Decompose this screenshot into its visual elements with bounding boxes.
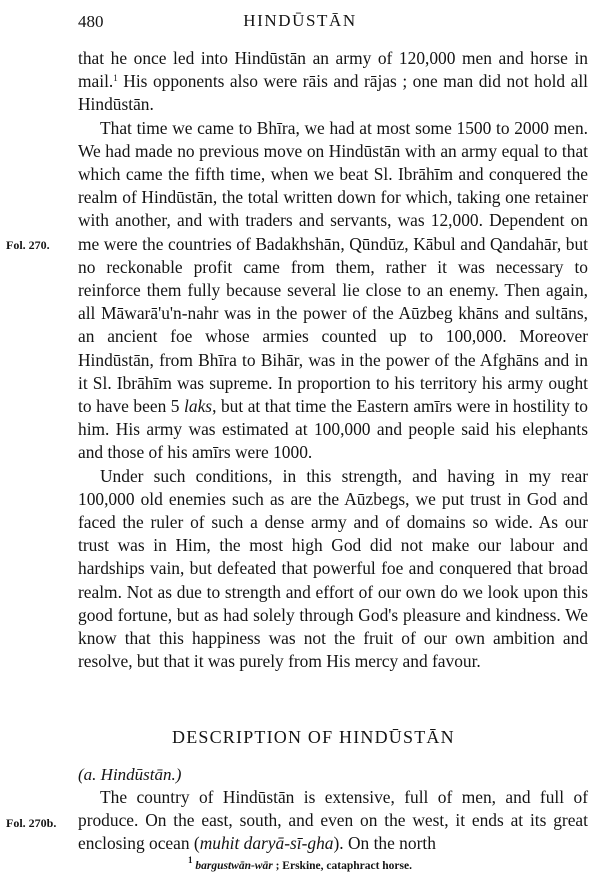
paragraph-continuation: that he once led into Hindūstān an army of 120,000 men and horse in mail.$^1$ His opponents also were rāis and rājas ; one man did not hold all Hindūstān. (78, 48, 588, 115)
footnote-marker: 1 (113, 73, 118, 84)
margin-note-fol-270b: Fol. 270b. (6, 816, 57, 830)
margin-note-fol-270: Fol. 270. (6, 238, 50, 252)
footnote: $^1$ bargustwān-wār ; Erskine, cataphract horse. (188, 855, 412, 872)
paragraph: Under such conditions, in this strength, and having in my rear 100,000 old enemies such as are the Aūzbegs, we put trust in God and faced the ruler of such a dense army and of domains so wide. As our trust was in Him, the most high God did not make our labour and hardships vain, but defeated that powerful foe and conquered that broad realm. Not as due to strength and effort of our own do we look upon this good fortune, but as had solely through God's pleasure and kindness. We know that this happiness was not the fruit of our own ambition and resolve, but that it was purely from His mercy and favour. (78, 465, 588, 672)
italic-term: muhit daryā-sī-gha (199, 833, 334, 854)
paragraph: That time we came to Bhīra, we had at most some 1500 to 2000 men. We had made no previous move on Hindūstān with an army equal to that which came the fifth time, when we beat Sl. Ibrāhīm and conquered the realm of Hindūstān, the total written down for which, taking one retainer with another, and with traders and servants, was 12,000. Dependent on me were the countries of Badakhshān, Qūndūz, Kābul and Qandahār, but no reckonable profit came from them, rather it was necessary to reinforce them fully because several lie close to an enemy. Then again, all Māwarā'u'n-nahr was in the power of the Aūzbeg khāns and sultāns, an ancient foe whose armies counted up to 100,000. Moreover Hindūstān, from Bhīra to Bihār, was in the power of the Afghāns and in it Sl. Ibrāhīm was supreme. In proportion to his territory his army ought to have been 5 laks, but at that time the Eastern amīrs were in hostility to him. His army was estimated at 100,000 and people said his elephants and those of his amīrs were 1000. (78, 117, 588, 463)
footnote-term: bargustwān-wār (195, 860, 273, 872)
body-text-lower (78, 786, 588, 856)
page-number: 480 (78, 12, 104, 31)
running-head: HINDŪSTĀN (243, 11, 357, 30)
section-heading: DESCRIPTION OF HINDŪSTĀN (172, 727, 455, 747)
body-text-upper (78, 47, 588, 673)
subsection-heading: (a. Hindūstān.) (78, 765, 182, 784)
paragraph: The country of Hindūstān is extensive, full of men, and full of produce. On the east, south, and even on the west, it ends at its great enclosing ocean (muhit daryā-sī-gha). On the north (78, 787, 588, 854)
italic-term: laks (184, 396, 213, 417)
